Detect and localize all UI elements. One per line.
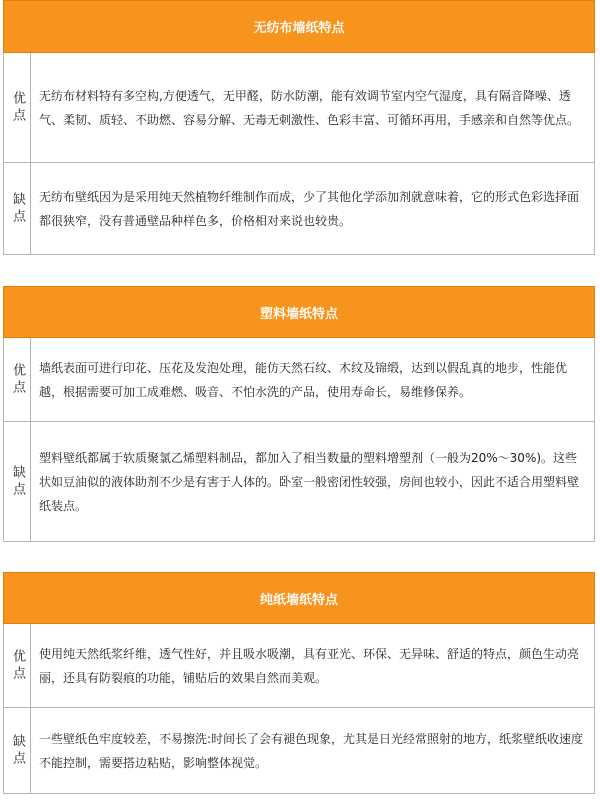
- section-title: 无纺布墙纸特点: [253, 21, 345, 36]
- paper-section: [3, 572, 595, 794]
- cons-label: 缺点: [4, 422, 31, 541]
- section-header: [3, 0, 595, 53]
- pros-label: 优点: [4, 624, 31, 707]
- section-title: 塑料墙纸特点: [259, 306, 338, 322]
- cons-row: [3, 163, 595, 255]
- cons-row: [3, 422, 595, 542]
- pros-label: 优点: [4, 53, 31, 162]
- pros-text: 无纺布材料特有多空构,方便透气，无甲醛，防水防潮，能有效调节室内空气湿度，具有隔音降噪、透气、柔韧、质轻、不助燃、容易分解、无毒无刺激性、色彩丰富、可循环再用，手感亲和自然等优点。: [39, 89, 580, 127]
- section-header: [3, 572, 595, 624]
- cons-text: 塑料壁纸都属于软质聚氯乙烯塑料制品，都加入了相当数量的塑料增塑剂（一般为20%～30%)。这些状如豆油似的液体助剂不少是有害于人体的。卧室一般密闭性较强，房间也较小，因此不适合用塑料壁纸装点。: [39, 451, 580, 513]
- plastic-section: [3, 286, 595, 542]
- pros-label: 优点: [4, 338, 31, 421]
- pros-text: 使用纯天然纸浆纤维，透气性好，并且吸水吸潮，具有亚光、环保、无异味、舒适的特点，颜色生动亮丽，还具有防裂痕的功能，铺贴后的效果自然而美观。: [39, 647, 580, 685]
- nonwoven-section: [3, 0, 595, 255]
- cons-text: 一些壁纸色牢度较差，不易擦洗:时间长了会有褪色现象，尤其是日光经常照射的地方，纸浆壁纸收速度不能控制，需要搭边粘贴，影响整体视觉。: [39, 732, 584, 770]
- section-title: 纯纸墙纸特点: [259, 592, 338, 608]
- cons-row: [3, 708, 595, 794]
- pros-row: [3, 338, 595, 422]
- pros-row: [3, 624, 595, 708]
- cons-text: 无纺布壁纸因为是采用纯天然植物纤维制作而成，少了其他化学添加剂就意味着，它的形式色彩选择面都很狭窄，没有普通壁品种样色多，价格相对来说也较贵。: [39, 190, 580, 228]
- cons-label: 缺点: [4, 708, 31, 793]
- pros-text: 墙纸表面可进行印花、压花及发泡处理，能仿天然石纹、木纹及锦缎，达到以假乱真的地步，性能优越，根据需要可加工成难燃、吸音、不怕水洗的产品，使用寿命长，易维修保养。: [39, 361, 568, 399]
- section-header: [3, 286, 595, 338]
- cons-label: 缺点: [4, 163, 31, 254]
- pros-row: [3, 53, 595, 163]
